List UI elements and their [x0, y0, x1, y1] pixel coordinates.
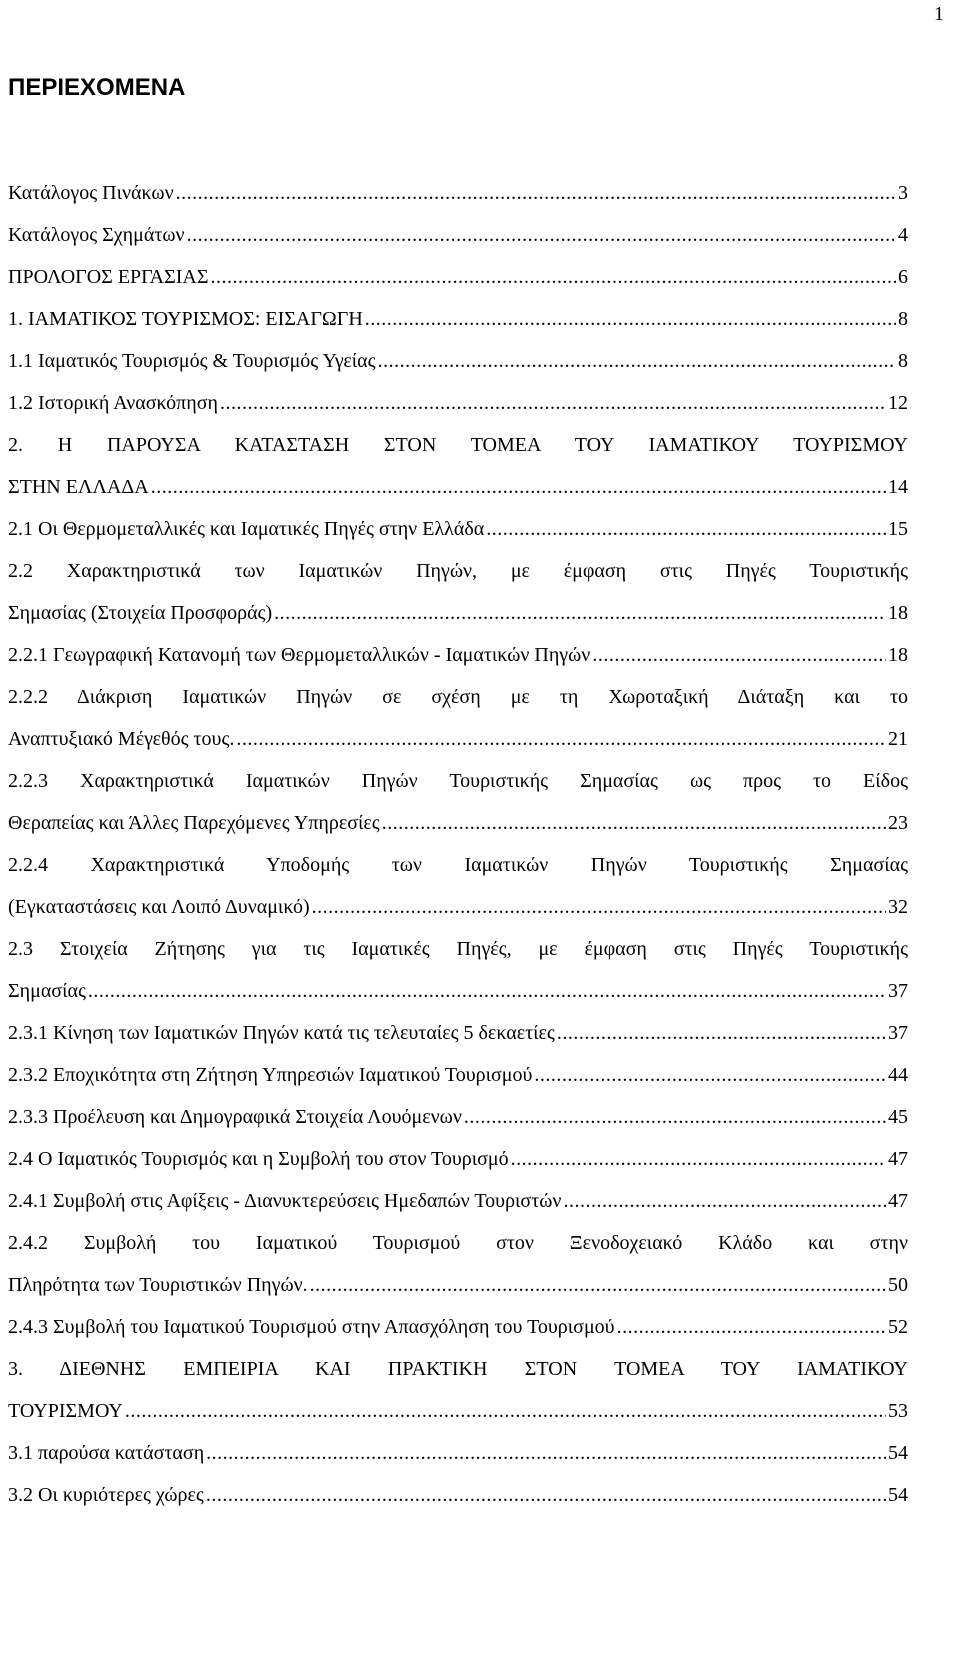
toc-entry-title-line: 2.2 Χαρακτηριστικά των Ιαματικών Πηγών, με έμφαση στις Πηγές Τουριστικής: [8, 560, 908, 582]
toc-entry-title-line: 2.3 Στοιχεία Ζήτησης για τις Ιαματικές Πηγές, με έμφαση στις Πηγές Τουριστικής: [8, 938, 908, 960]
dot-leader: [125, 1390, 886, 1432]
toc-entry-page-number: 54: [888, 1484, 908, 1506]
toc-entry-title: 1.2 Ιστορική Ανασκόπηση: [8, 392, 218, 414]
toc-entry[interactable]: [8, 172, 908, 214]
toc-entry-row: [8, 508, 908, 550]
toc-entry-page-number: 15: [888, 518, 908, 540]
toc-entry[interactable]: [8, 1096, 908, 1138]
toc-entry-title-line: 2. Η ΠΑΡΟΥΣΑ ΚΑΤΑΣΤΑΣΗ ΣΤΟΝ ΤΟΜΕΑ ΤΟΥ ΙΑΜΑΤΙΚΟΥ ΤΟΥΡΙΣΜΟΥ: [8, 434, 908, 456]
toc-heading: ΠΕΡΙΕΧΟΜΕΝΑ: [8, 74, 186, 101]
toc-entry-page-number: 18: [888, 644, 908, 666]
dot-leader: [617, 1306, 886, 1348]
toc-entry-title-line: 2.2.4 Χαρακτηριστικά Υποδομής των Ιαματικών Πηγών Τουριστικής Σημασίας: [8, 854, 908, 876]
toc-entry-page-number: 47: [888, 1190, 908, 1212]
dot-leader: [365, 298, 896, 340]
toc-entry-page-number: 45: [888, 1106, 908, 1128]
toc-entry-title: Σημασίας (Στοιχεία Προσφοράς): [8, 602, 273, 624]
toc-entry-row: [8, 1390, 908, 1432]
toc-entry-page-number: 18: [888, 602, 908, 624]
toc-entry[interactable]: [8, 1348, 908, 1432]
toc-entry-page-number: 12: [888, 392, 908, 414]
toc-entry-title: 2.3.1 Κίνηση των Ιαματικών Πηγών κατά τις τελευταίες 5 δεκαετίες: [8, 1022, 555, 1044]
toc-entry-row: [8, 214, 908, 256]
toc-entry-title: 2.4 Ο Ιαματικός Τουρισμός και η Συμβολή του στον Τουρισμό: [8, 1148, 509, 1170]
toc-entry-title: 2.4.1 Συμβολή στις Αφίξεις - Διανυκτερεύσεις Ημεδαπών Τουριστών: [8, 1190, 562, 1212]
toc-entry-page-number: 4: [898, 224, 908, 246]
toc-entry-page-number: 6: [898, 266, 908, 288]
toc-entry[interactable]: [8, 1180, 908, 1222]
dot-leader: [206, 1474, 886, 1516]
toc-entry-title: (Εγκαταστάσεις και Λοιπό Δυναμικό): [8, 896, 310, 918]
toc-entry-row: [8, 1264, 908, 1306]
dot-leader: [206, 1432, 886, 1474]
toc-entry-page-number: 8: [898, 350, 908, 372]
toc-entry-page-number: 44: [888, 1064, 908, 1086]
toc-entry-page-number: 50: [888, 1274, 908, 1296]
toc-entry[interactable]: [8, 634, 908, 676]
toc-entry[interactable]: [8, 1138, 908, 1180]
toc-entry-title-line: 3. ΔΙΕΘΝΗΣ ΕΜΠΕΙΡΙΑ ΚΑΙ ΠΡΑΚΤΙΚΗ ΣΤΟΝ ΤΟΜΕΑ ΤΟΥ ΙΑΜΑΤΙΚΟΥ: [8, 1358, 908, 1380]
toc-entry[interactable]: [8, 1054, 908, 1096]
toc-entry-title: Κατάλογος Πινάκων: [8, 182, 174, 204]
toc-entry-row: [8, 1432, 908, 1474]
toc-entry-row: [8, 970, 908, 1012]
toc-entry-title: Πληρότητα των Τουριστικών Πηγών.: [8, 1274, 308, 1296]
toc-entry-row: [8, 466, 908, 508]
page-number: 1: [934, 3, 944, 25]
toc-entry-row: [8, 1012, 908, 1054]
toc-entry[interactable]: [8, 1474, 908, 1516]
toc-entry-page-number: 3: [898, 182, 908, 204]
toc-entry-page-number: 23: [888, 812, 908, 834]
toc-entry-row: [8, 1138, 908, 1180]
toc-entry-row: [8, 340, 908, 382]
toc-entry[interactable]: [8, 382, 908, 424]
toc-entry-title: 1. ΙΑΜΑΤΙΚΟΣ ΤΟΥΡΙΣΜΟΣ: ΕΙΣΑΓΩΓΗ: [8, 308, 363, 330]
toc-entry-title-line: 2.4.2 Συμβολή του Ιαματικού Τουρισμού στον Ξενοδοχειακό Κλάδο και στην: [8, 1232, 908, 1254]
toc-entry-title: Σημασίας: [8, 980, 86, 1002]
toc-entry-row: [8, 802, 908, 844]
toc-entry[interactable]: [8, 844, 908, 928]
toc-entry-page-number: 21: [888, 728, 908, 750]
dot-leader: [187, 214, 896, 256]
dot-leader: [534, 1054, 886, 1096]
dot-leader: [464, 1096, 886, 1138]
dot-leader: [151, 466, 886, 508]
dot-leader: [310, 1264, 886, 1306]
toc-entry[interactable]: [8, 214, 908, 256]
toc-entry-page-number: 47: [888, 1148, 908, 1170]
dot-leader: [511, 1138, 886, 1180]
toc-entry[interactable]: [8, 676, 908, 760]
toc-entry-title: ΠΡΟΛΟΓΟΣ ΕΡΓΑΣΙΑΣ: [8, 266, 209, 288]
toc-entry-page-number: 53: [888, 1400, 908, 1422]
toc-entry-row: [8, 298, 908, 340]
toc-entry[interactable]: [8, 424, 908, 508]
dot-leader: [220, 382, 886, 424]
toc-entry-title: 2.4.3 Συμβολή του Ιαματικού Τουρισμού στην Απασχόληση του Τουρισμού: [8, 1316, 615, 1338]
toc-entry-row: [8, 1474, 908, 1516]
toc-entry[interactable]: [8, 298, 908, 340]
toc-entry-row: [8, 634, 908, 676]
toc-entry-title-line: 2.2.2 Διάκριση Ιαματικών Πηγών σε σχέση με τη Χωροταξική Διάταξη και το: [8, 686, 908, 708]
toc-entry-row: [8, 382, 908, 424]
toc-entry-title: 2.3.3 Προέλευση και Δημογραφικά Στοιχεία Λουόμενων: [8, 1106, 462, 1128]
toc-entry-title: Κατάλογος Σχημάτων: [8, 224, 185, 246]
dot-leader: [592, 634, 886, 676]
toc-entry-title: 2.3.2 Εποχικότητα στη Ζήτηση Υπηρεσιών Ιαματικού Τουρισμού: [8, 1064, 533, 1086]
toc-entry-row: [8, 886, 908, 928]
toc-entry[interactable]: [8, 340, 908, 382]
toc-entry-title: Θεραπείας και Άλλες Παρεχόμενες Υπηρεσίες: [8, 812, 380, 834]
toc-entry-title: ΣΤΗΝ ΕΛΛΑΔΑ: [8, 476, 149, 498]
dot-leader: [382, 802, 886, 844]
dot-leader: [88, 970, 886, 1012]
toc-entry-page-number: 54: [888, 1442, 908, 1464]
toc-entry-row: [8, 1054, 908, 1096]
toc-entry-page-number: 37: [888, 1022, 908, 1044]
toc-entry[interactable]: [8, 256, 908, 298]
toc-entry-row: [8, 718, 908, 760]
dot-leader: [378, 340, 896, 382]
toc-entry-page-number: 32: [888, 896, 908, 918]
dot-leader: [557, 1012, 886, 1054]
toc-entry-row: [8, 1096, 908, 1138]
toc-entry-page-number: 52: [888, 1316, 908, 1338]
dot-leader: [563, 1180, 886, 1222]
toc-entry-title: 3.2 Οι κυριότερες χώρες: [8, 1484, 204, 1506]
toc-entry-row: [8, 592, 908, 634]
toc-entry[interactable]: [8, 760, 908, 844]
toc-entry-page-number: 14: [888, 476, 908, 498]
toc-entry-row: [8, 172, 908, 214]
dot-leader: [486, 508, 886, 550]
toc-entry-title: ΤΟΥΡΙΣΜΟΥ: [8, 1400, 123, 1422]
toc-entry[interactable]: [8, 1012, 908, 1054]
dot-leader: [274, 592, 886, 634]
toc-entry-title: 1.1 Ιαματικός Τουρισμός & Τουρισμός Υγείας: [8, 350, 376, 372]
dot-leader: [312, 886, 886, 928]
toc-entry-page-number: 37: [888, 980, 908, 1002]
dot-leader: [176, 172, 896, 214]
toc-entry[interactable]: [8, 928, 908, 1012]
toc-entry[interactable]: [8, 1222, 908, 1306]
toc-entry-page-number: 8: [898, 308, 908, 330]
toc-entry-row: [8, 256, 908, 298]
toc-entry[interactable]: [8, 508, 908, 550]
toc-entry-row: [8, 1306, 908, 1348]
toc-entry[interactable]: [8, 1306, 908, 1348]
dot-leader: [210, 256, 896, 298]
table-of-contents: [8, 172, 908, 1516]
dot-leader: [236, 718, 886, 760]
toc-entry-title-line: 2.2.3 Χαρακτηριστικά Ιαματικών Πηγών Τουριστικής Σημασίας ως προς το Είδος: [8, 770, 908, 792]
toc-entry-row: [8, 1180, 908, 1222]
toc-entry-title: 2.1 Οι Θερμομεταλλικές και Ιαματικές Πηγές στην Ελλάδα: [8, 518, 485, 540]
toc-entry[interactable]: [8, 550, 908, 634]
toc-entry-title: 2.2.1 Γεωγραφική Κατανομή των Θερμομεταλλικών - Ιαματικών Πηγών: [8, 644, 591, 666]
toc-entry-title: Αναπτυξιακό Μέγεθός τους.: [8, 728, 235, 750]
toc-entry[interactable]: [8, 1432, 908, 1474]
toc-entry-title: 3.1 παρούσα κατάσταση: [8, 1442, 205, 1464]
